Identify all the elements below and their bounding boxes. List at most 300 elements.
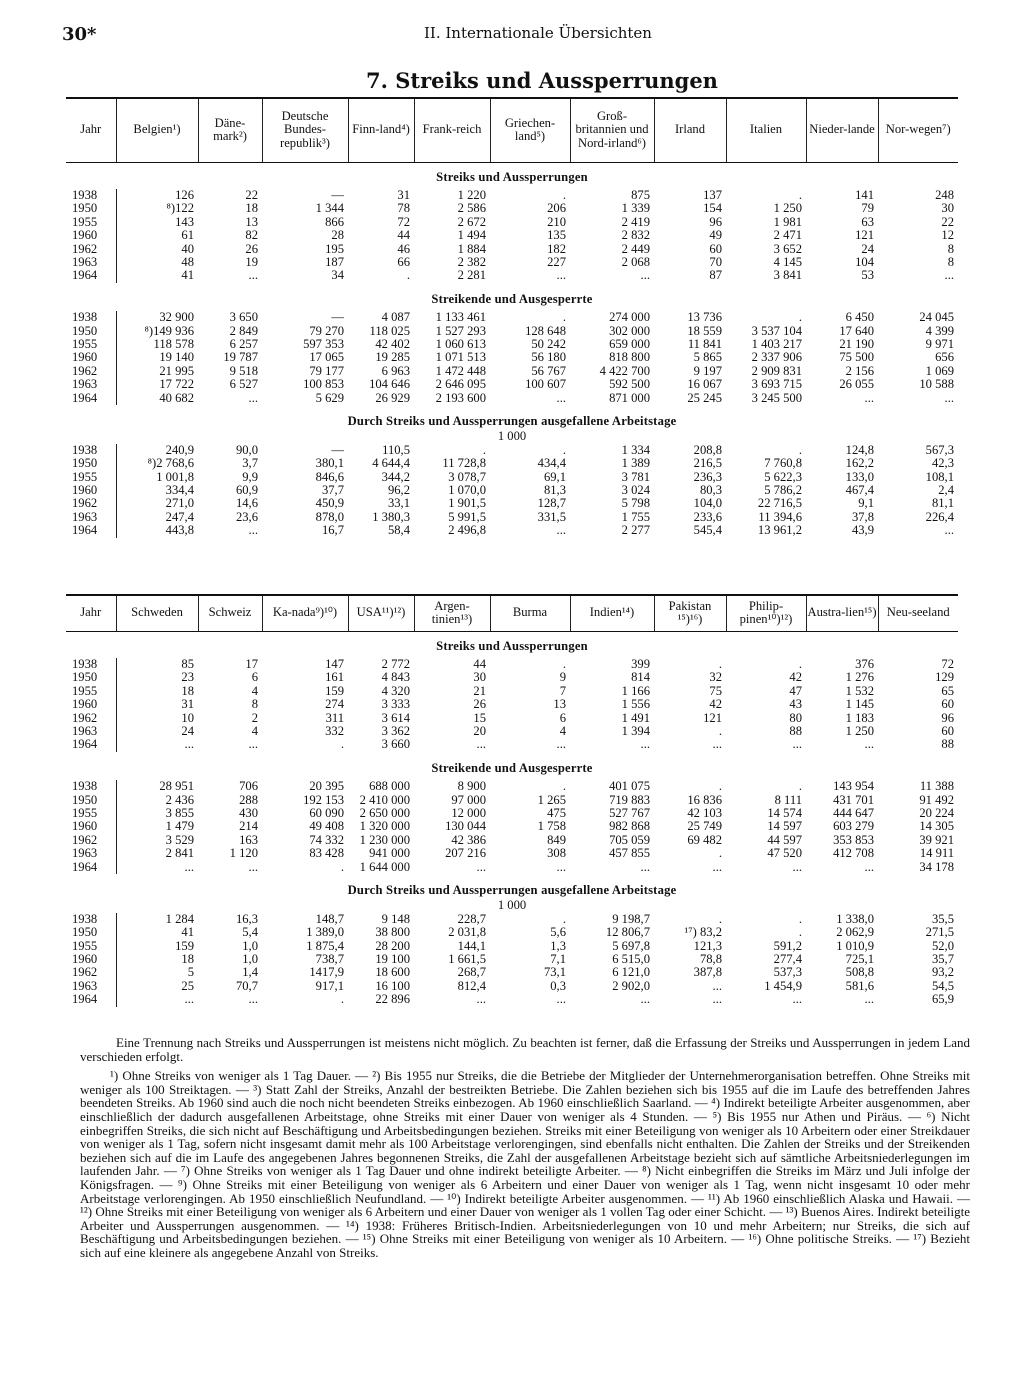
table-cell: 12 000 bbox=[451, 806, 486, 820]
year-cell: 1964 bbox=[66, 993, 116, 1006]
table-cell: 8 900 bbox=[457, 780, 486, 794]
table-cell: 6 450 bbox=[845, 311, 874, 325]
table-cell: 42 386 bbox=[451, 833, 486, 847]
table-cell: 277,4 bbox=[773, 953, 802, 967]
table-cell: 603 279 bbox=[833, 820, 874, 834]
table-cell: 6 963 bbox=[381, 364, 410, 378]
table-cell: 17 065 bbox=[309, 351, 344, 365]
table-cell: . bbox=[798, 657, 802, 671]
column-header: USA¹¹)¹²) bbox=[348, 595, 414, 631]
table-cell: 5 697,8 bbox=[612, 939, 650, 953]
table-cell: ... bbox=[556, 738, 566, 752]
table-row bbox=[66, 698, 958, 711]
table-cell: 129 bbox=[935, 671, 954, 685]
table-row bbox=[66, 365, 958, 378]
table-row bbox=[66, 913, 958, 926]
table-cell: 25 749 bbox=[687, 820, 722, 834]
table-cell: 100 607 bbox=[525, 378, 566, 392]
table-cell: 48 bbox=[181, 255, 194, 269]
table-cell: 37,7 bbox=[321, 484, 344, 498]
table-cell: 35,7 bbox=[931, 953, 954, 967]
table-cell: 9 bbox=[559, 671, 566, 685]
table-cell: 3 024 bbox=[621, 484, 650, 498]
section-title: Streikende und Ausgesperrte bbox=[431, 760, 593, 775]
year-cell: 1950 bbox=[66, 202, 116, 215]
table-cell: 4 145 bbox=[773, 255, 802, 269]
table-cell: 1,4 bbox=[242, 966, 258, 980]
table-cell: 16 067 bbox=[687, 378, 722, 392]
table-cell: 30 bbox=[941, 202, 954, 216]
table-cell: 475 bbox=[547, 806, 566, 820]
table-cell: 87 bbox=[709, 269, 722, 283]
table-cell: 2 772 bbox=[381, 657, 410, 671]
table-cell: 26 055 bbox=[839, 378, 874, 392]
table-cell: ... bbox=[476, 738, 486, 752]
table-cell: 47 520 bbox=[767, 847, 802, 861]
year-cell: 1962 bbox=[66, 497, 116, 510]
table-cell: 1 403 217 bbox=[751, 337, 802, 351]
table-cell: 2 909 831 bbox=[751, 364, 802, 378]
table-cell: 44 597 bbox=[767, 833, 802, 847]
table-cell: . bbox=[562, 657, 566, 671]
column-header: Ka-nada⁹)¹⁰) bbox=[262, 595, 348, 631]
table-cell: 8 bbox=[251, 698, 258, 712]
table-cell: ... bbox=[864, 860, 874, 874]
table-cell: ... bbox=[556, 391, 566, 405]
table-cell: 1 380,3 bbox=[372, 510, 410, 524]
table-cell: 1,3 bbox=[550, 939, 566, 953]
table-cell: 161 bbox=[325, 671, 344, 685]
table-cell: 5,4 bbox=[242, 926, 258, 940]
table-cell: 41 bbox=[181, 269, 194, 283]
table-cell: ... bbox=[792, 738, 802, 752]
table-row bbox=[66, 926, 958, 939]
table-cell: 6 bbox=[251, 671, 258, 685]
table-cell: 1 472 448 bbox=[435, 364, 486, 378]
table-cell: 18 bbox=[181, 953, 194, 967]
table-cell: 2 062,9 bbox=[836, 926, 874, 940]
table-row bbox=[66, 457, 958, 470]
table-cell: 13 961,2 bbox=[757, 524, 802, 538]
table-cell: ... bbox=[476, 993, 486, 1007]
table-cell: 659 000 bbox=[609, 337, 650, 351]
table-cell: 19 787 bbox=[223, 351, 258, 365]
table-cell: 208,8 bbox=[693, 443, 722, 457]
table-cell: 110,5 bbox=[382, 443, 410, 457]
year-cell: 1960 bbox=[66, 820, 116, 833]
table-cell: 1 644 000 bbox=[359, 860, 410, 874]
table-cell: . bbox=[718, 657, 722, 671]
table-cell: 434,4 bbox=[537, 457, 566, 471]
table-cell: ... bbox=[184, 738, 194, 752]
table-cell: 22 896 bbox=[375, 993, 410, 1007]
table-cell: 9 198,7 bbox=[612, 912, 650, 926]
column-header: Frank-reich bbox=[414, 98, 490, 162]
table-row bbox=[66, 216, 958, 229]
table-cell: 4 bbox=[251, 724, 258, 738]
table-cell: ... bbox=[476, 860, 486, 874]
column-header: Italien bbox=[726, 98, 806, 162]
table-row bbox=[66, 497, 958, 510]
table-cell: 1 338,0 bbox=[836, 912, 874, 926]
table-cell: 53 bbox=[861, 269, 874, 283]
table-cell: ... bbox=[712, 860, 722, 874]
table-cell: 14 305 bbox=[919, 820, 954, 834]
table-cell: 597 353 bbox=[303, 337, 344, 351]
table-cell: 688 000 bbox=[369, 780, 410, 794]
table-cell: 1 133 461 bbox=[435, 311, 486, 325]
table-cell: 41 bbox=[181, 926, 194, 940]
table-cell: 10 bbox=[181, 711, 194, 725]
year-cell: 1955 bbox=[66, 471, 116, 484]
table-title: 7. Streiks und Aussperrungen bbox=[366, 68, 718, 93]
table-cell: 2 031,8 bbox=[448, 926, 486, 940]
table-cell: 3 614 bbox=[381, 711, 410, 725]
table-cell: ⁸)122 bbox=[166, 202, 194, 216]
table-cell: 8 111 bbox=[774, 793, 802, 807]
table-cell: 226,4 bbox=[925, 510, 954, 524]
table-cell: ... bbox=[792, 993, 802, 1007]
table-cell: 1 884 bbox=[457, 242, 486, 256]
table-cell: ... bbox=[640, 860, 650, 874]
table-cell: 35,5 bbox=[931, 912, 954, 926]
unit-label: 1 000 bbox=[497, 430, 527, 444]
table-cell: 13 bbox=[245, 215, 258, 229]
table-cell: 302 000 bbox=[609, 324, 650, 338]
table-cell: 5 798 bbox=[621, 497, 650, 511]
table-cell: 430 bbox=[239, 806, 258, 820]
table-cell: 271,5 bbox=[925, 926, 954, 940]
table-cell: 6 bbox=[559, 711, 566, 725]
table-cell: 1 145 bbox=[845, 698, 874, 712]
table-cell: 148,7 bbox=[315, 912, 344, 926]
year-cell: 1962 bbox=[66, 966, 116, 979]
table-cell: 21 995 bbox=[159, 364, 194, 378]
table-cell: 917,1 bbox=[315, 979, 344, 993]
table-cell: 78,8 bbox=[699, 953, 722, 967]
table-cell: 97 000 bbox=[451, 793, 486, 807]
table-cell: 982 868 bbox=[609, 820, 650, 834]
table-cell: 3,7 bbox=[242, 457, 258, 471]
table-cell: ⁸)149 936 bbox=[144, 324, 194, 338]
year-cell: 1962 bbox=[66, 712, 116, 725]
table-cell: 878,0 bbox=[315, 510, 344, 524]
table-cell: 1 491 bbox=[621, 711, 650, 725]
table-cell: 9 148 bbox=[381, 912, 410, 926]
table-cell: 65,9 bbox=[931, 993, 954, 1007]
table-cell: 39 921 bbox=[919, 833, 954, 847]
table-row bbox=[66, 338, 958, 351]
table-cell: 154 bbox=[703, 202, 722, 216]
table-cell: 11 728,8 bbox=[442, 457, 486, 471]
table-cell: 141 bbox=[855, 188, 874, 202]
table-cell: 1 220 bbox=[457, 188, 486, 202]
table-cell: 37,8 bbox=[851, 510, 874, 524]
year-cell: 1938 bbox=[66, 189, 116, 202]
table-cell: 846,6 bbox=[315, 470, 344, 484]
table-cell: 274 000 bbox=[609, 311, 650, 325]
table-cell: 1417,9 bbox=[309, 966, 344, 980]
table-cell: 1 479 bbox=[165, 820, 194, 834]
table-cell: 376 bbox=[855, 657, 874, 671]
table-cell: 545,4 bbox=[693, 524, 722, 538]
table-row bbox=[66, 980, 958, 993]
table-cell: 2 650 000 bbox=[359, 806, 410, 820]
table-cell: 216,5 bbox=[693, 457, 722, 471]
table-cell: 11 388 bbox=[919, 780, 954, 794]
table-cell: — bbox=[331, 443, 344, 457]
column-header: Däne-mark²) bbox=[198, 98, 262, 162]
table-cell: 118 025 bbox=[369, 324, 410, 338]
table-cell: 591,2 bbox=[773, 939, 802, 953]
table-cell: 5 622,3 bbox=[764, 470, 802, 484]
table-cell: 4 644,4 bbox=[372, 457, 410, 471]
table-cell: . bbox=[562, 443, 566, 457]
table-cell: . bbox=[562, 311, 566, 325]
table-cell: 308 bbox=[547, 847, 566, 861]
table-cell: 8 bbox=[947, 255, 954, 269]
table-cell: 2 496,8 bbox=[448, 524, 486, 538]
table-cell: 380,1 bbox=[315, 457, 344, 471]
table-cell: 9,9 bbox=[242, 470, 258, 484]
table-cell: 15 bbox=[473, 711, 486, 725]
table-cell: 1 755 bbox=[621, 510, 650, 524]
table-cell: 2 646 095 bbox=[435, 378, 486, 392]
table-cell: 210 bbox=[547, 215, 566, 229]
table-cell: 128 648 bbox=[525, 324, 566, 338]
table-cell: 108,1 bbox=[925, 470, 954, 484]
table-cell: 31 bbox=[181, 698, 194, 712]
table-cell: 69 482 bbox=[687, 833, 722, 847]
table-cell: ... bbox=[556, 993, 566, 1007]
notes-section bbox=[80, 1036, 970, 1260]
year-cell: 1964 bbox=[66, 738, 116, 751]
table-row bbox=[66, 685, 958, 698]
year-cell: 1960 bbox=[66, 351, 116, 364]
table-row bbox=[66, 444, 958, 457]
year-cell: 1963 bbox=[66, 980, 116, 993]
table-cell: 78 bbox=[397, 202, 410, 216]
table-cell: 1 339 bbox=[621, 202, 650, 216]
table-cell: 467,4 bbox=[845, 484, 874, 498]
table-cell: 144,1 bbox=[457, 939, 486, 953]
table-cell: 1 532 bbox=[845, 684, 874, 698]
table-cell: 1 183 bbox=[845, 711, 874, 725]
table-cell: 16 100 bbox=[375, 979, 410, 993]
table-cell: 1 527 293 bbox=[435, 324, 486, 338]
table-cell: 3 245 500 bbox=[751, 391, 802, 405]
running-title: II. Internationale Übersichten bbox=[424, 24, 652, 42]
table-cell: 49 408 bbox=[309, 820, 344, 834]
table-cell: 26 929 bbox=[375, 391, 410, 405]
year-cell: 1960 bbox=[66, 229, 116, 242]
table-cell: 4 843 bbox=[381, 671, 410, 685]
table-row bbox=[66, 780, 958, 793]
table-cell: 818 800 bbox=[609, 351, 650, 365]
table-cell: 3 660 bbox=[381, 738, 410, 752]
year-cell: 1963 bbox=[66, 378, 116, 391]
table-cell: 96 bbox=[709, 215, 722, 229]
table-cell: 16 836 bbox=[687, 793, 722, 807]
table-cell: 60,9 bbox=[235, 484, 258, 498]
table-cell: ... bbox=[248, 391, 258, 405]
table-cell: 16,3 bbox=[235, 912, 258, 926]
table-cell: 207 216 bbox=[445, 847, 486, 861]
table-cell: 28 951 bbox=[159, 780, 194, 794]
table-cell: 28 200 bbox=[375, 939, 410, 953]
table-cell: 3 781 bbox=[621, 470, 650, 484]
table-cell: 5 786,2 bbox=[764, 484, 802, 498]
table-cell: 75 500 bbox=[839, 351, 874, 365]
table-cell: 332 bbox=[325, 724, 344, 738]
table-cell: . bbox=[406, 269, 410, 283]
table-cell: 22 716,5 bbox=[757, 497, 802, 511]
table-cell: 75 bbox=[709, 684, 722, 698]
table-row bbox=[66, 725, 958, 738]
table-cell: 69,1 bbox=[543, 470, 566, 484]
table-cell: 2 193 600 bbox=[435, 391, 486, 405]
table-cell: 81,3 bbox=[543, 484, 566, 498]
table-cell: 90,0 bbox=[235, 443, 258, 457]
table-cell: 1 875,4 bbox=[306, 939, 344, 953]
column-header: Nor-wegen⁷) bbox=[878, 98, 958, 162]
table-cell: 4 399 bbox=[925, 324, 954, 338]
table-cell: 79 177 bbox=[309, 364, 344, 378]
table-row bbox=[66, 378, 958, 391]
table-cell: 2 436 bbox=[165, 793, 194, 807]
table-cell: ... bbox=[864, 738, 874, 752]
table-cell: 5,6 bbox=[550, 926, 566, 940]
table-cell: 91 492 bbox=[919, 793, 954, 807]
table-cell: 1 556 bbox=[621, 698, 650, 712]
table-cell: 1 120 bbox=[229, 847, 258, 861]
column-header: Philip-pinen¹⁰)¹²) bbox=[726, 595, 806, 631]
table-row bbox=[66, 269, 958, 282]
table-cell: 3 529 bbox=[165, 833, 194, 847]
table-row bbox=[66, 256, 958, 269]
table-cell: 401 075 bbox=[609, 780, 650, 794]
table-cell: 192 153 bbox=[303, 793, 344, 807]
table-cell: ... bbox=[712, 993, 722, 1007]
table-cell: 121 bbox=[703, 711, 722, 725]
table-cell: 20 bbox=[473, 724, 486, 738]
table-cell: 14 574 bbox=[767, 806, 802, 820]
table-cell: 159 bbox=[175, 939, 194, 953]
table-cell: 16,7 bbox=[321, 524, 344, 538]
table-cell: 26 bbox=[245, 242, 258, 256]
table-cell: 248 bbox=[935, 188, 954, 202]
table-cell: 22 bbox=[941, 215, 954, 229]
table-cell: 42 103 bbox=[687, 806, 722, 820]
table-cell: 25 bbox=[181, 979, 194, 993]
table-cell: 1 661,5 bbox=[448, 953, 486, 967]
table-cell: 28 bbox=[331, 229, 344, 243]
table-cell: 26 bbox=[473, 698, 486, 712]
table-cell: 9,1 bbox=[858, 497, 874, 511]
table-row bbox=[66, 202, 958, 215]
table-cell: 3 537 104 bbox=[751, 324, 802, 338]
table-cell: . bbox=[340, 860, 344, 874]
table-row bbox=[66, 325, 958, 338]
section-title: Streikende und Ausgesperrte bbox=[431, 291, 593, 306]
year-cell: 1964 bbox=[66, 269, 116, 282]
table-cell: 5 865 bbox=[693, 351, 722, 365]
table-cell: 4 320 bbox=[381, 684, 410, 698]
table-cell: ... bbox=[248, 738, 258, 752]
column-header: Neu-seeland bbox=[878, 595, 958, 631]
table-cell: 2 841 bbox=[165, 847, 194, 861]
table-cell: 14,6 bbox=[235, 497, 258, 511]
column-header: Schweden bbox=[116, 595, 198, 631]
table-row bbox=[66, 738, 958, 751]
table-cell: 0,3 bbox=[550, 979, 566, 993]
section-title: Durch Streiks und Aussperrungen ausgefallene Arbeitstage bbox=[347, 414, 677, 428]
table-cell: 33,1 bbox=[387, 497, 410, 511]
table-cell: 162,2 bbox=[845, 457, 874, 471]
column-header: Austra-lien¹⁵) bbox=[806, 595, 878, 631]
section-header-row bbox=[66, 405, 958, 430]
table-cell: 72 bbox=[397, 215, 410, 229]
table-cell: 30 bbox=[473, 671, 486, 685]
table-cell: 656 bbox=[935, 351, 954, 365]
notes-intro: Eine Trennung nach Streiks und Aussperrungen ist meistens nicht möglich. Zu beachten ist ferner, daß die Erfassung der Streiks und Aussperrungen in jedem Land verschieden erfolgt. bbox=[80, 1035, 970, 1064]
table-cell: 2 281 bbox=[457, 269, 486, 283]
section-header-row bbox=[66, 283, 958, 308]
table-cell: 1 389 bbox=[621, 457, 650, 471]
year-cell: 1955 bbox=[66, 338, 116, 351]
table-cell: 2 849 bbox=[229, 324, 258, 338]
table-cell: 206 bbox=[547, 202, 566, 216]
table-cell: 159 bbox=[325, 684, 344, 698]
table-cell: 1,0 bbox=[242, 953, 258, 967]
table-cell: 143 bbox=[175, 215, 194, 229]
table-cell: 13 736 bbox=[687, 311, 722, 325]
table-cell: ... bbox=[640, 738, 650, 752]
table-cell: 706 bbox=[239, 780, 258, 794]
year-cell: 1938 bbox=[66, 658, 116, 671]
table-cell: 3 855 bbox=[165, 806, 194, 820]
table-cell: ... bbox=[556, 269, 566, 283]
table-cell: 5 991,5 bbox=[448, 510, 486, 524]
table-cell: 32 900 bbox=[159, 311, 194, 325]
table-cell: 88 bbox=[789, 724, 802, 738]
table-cell: 288 bbox=[239, 793, 258, 807]
table-row bbox=[66, 311, 958, 324]
table-cell: 118 578 bbox=[153, 337, 194, 351]
table-cell: 60 bbox=[941, 724, 954, 738]
table-cell: 7,1 bbox=[550, 953, 566, 967]
table-cell: 23,6 bbox=[235, 510, 258, 524]
table-cell: 1 284 bbox=[165, 912, 194, 926]
table-row bbox=[66, 351, 958, 364]
table-cell: 60 090 bbox=[309, 806, 344, 820]
column-header: Irland bbox=[654, 98, 726, 162]
table-cell: 23 bbox=[181, 671, 194, 685]
table-cell: 1,0 bbox=[242, 939, 258, 953]
section-title: Streiks und Aussperrungen bbox=[436, 638, 588, 653]
year-cell: 1950 bbox=[66, 325, 116, 338]
year-cell: 1938 bbox=[66, 780, 116, 793]
table-cell: 8 bbox=[947, 242, 954, 256]
table-cell: ... bbox=[712, 738, 722, 752]
table-cell: 11 841 bbox=[687, 337, 722, 351]
table-cell: 2 156 bbox=[845, 364, 874, 378]
column-header: Finn-land⁴) bbox=[348, 98, 414, 162]
table-row bbox=[66, 940, 958, 953]
table-cell: 412 708 bbox=[833, 847, 874, 861]
table-cell: 2 419 bbox=[621, 215, 650, 229]
table-cell: 387,8 bbox=[693, 966, 722, 980]
